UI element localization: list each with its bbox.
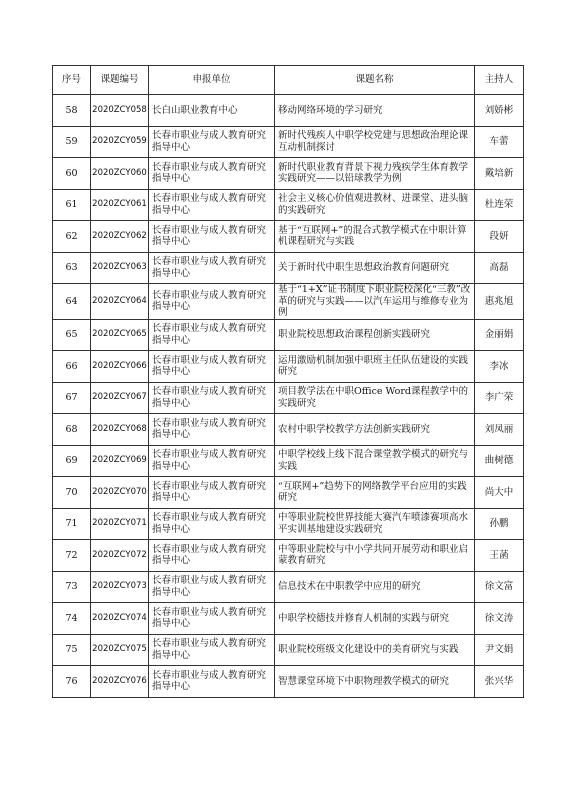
row-number: 69 [53,445,91,477]
applicant-unit: 长春市职业与成人教育研究指导中心 [149,319,275,351]
table-row [53,284,524,320]
applicant-unit: 长春市职业与成人教育研究指导中心 [149,126,275,158]
applicant-unit: 长春市职业与成人教育研究指导中心 [149,634,275,666]
row-number: 62 [53,221,91,253]
table-row [53,95,524,127]
project-code: 2020ZCY067 [91,382,149,414]
project-title: 移动网络环境的学习研究 [275,95,475,127]
applicant-unit: 长春市职业与成人教育研究指导中心 [149,351,275,383]
applicant-unit: 长春市职业与成人教育研究指导中心 [149,189,275,221]
header-unit: 申报单位 [149,66,275,95]
project-host: 惠兆旭 [475,284,524,320]
applicant-unit: 长白山职业教育中心 [149,95,275,127]
applicant-unit: 长春市职业与成人教育研究指导中心 [149,540,275,572]
applicant-unit: 长春市职业与成人教育研究指导中心 [149,252,275,284]
project-host: 金丽娟 [475,319,524,351]
project-host: 尹文娟 [475,634,524,666]
table-row [53,414,524,446]
applicant-unit: 长春市职业与成人教育研究指导中心 [149,414,275,446]
project-code: 2020ZCY062 [91,221,149,253]
project-title: 新时代职业教育背景下视力残疾学生体育教学实践研究——以铅球教学为例 [275,158,475,190]
project-code: 2020ZCY061 [91,189,149,221]
project-title: 职业院校班级文化建设中的美育研究与实践 [275,634,475,666]
applicant-unit: 长春市职业与成人教育研究指导中心 [149,508,275,540]
applicant-unit: 长春市职业与成人教育研究指导中心 [149,158,275,190]
row-number: 71 [53,508,91,540]
project-title: 职业院校思想政治课程创新实践研究 [275,319,475,351]
project-title: 中等职业院校世界技能大赛汽车喷漆赛项高水平实训基地建设实践研究 [275,508,475,540]
project-title: 中等职业院校与中小学共同开展劳动和职业启蒙教育研究 [275,540,475,572]
project-host: 王菡 [475,540,524,572]
header-host: 主持人 [475,66,524,95]
header-no: 序号 [53,66,91,95]
row-number: 70 [53,477,91,509]
project-host: 戴培新 [475,158,524,190]
row-number: 66 [53,351,91,383]
project-code: 2020ZCY076 [91,666,149,698]
project-title: 运用激励机制加强中职班主任队伍建设的实践研究 [275,351,475,383]
project-title: 中职学校线上线下混合课堂教学模式的研究与实践 [275,445,475,477]
project-code: 2020ZCY074 [91,603,149,635]
row-number: 73 [53,571,91,603]
row-number: 61 [53,189,91,221]
table-row [53,126,524,158]
table-row [53,445,524,477]
project-title: 基于“1+X”证书制度下职业院校深化“三教”改革的研究与实践——以汽车运用与维修专业为例 [275,284,475,320]
project-host: 孙鹏 [475,508,524,540]
project-code: 2020ZCY063 [91,252,149,284]
project-code: 2020ZCY066 [91,351,149,383]
project-code: 2020ZCY069 [91,445,149,477]
table-row [53,252,524,284]
project-host: 杜连荣 [475,189,524,221]
row-number: 60 [53,158,91,190]
table-row [53,189,524,221]
header-code: 课题编号 [91,66,149,95]
project-title: 新时代残疾人中职学校党建与思想政治理论课互动机制探讨 [275,126,475,158]
table-row [53,158,524,190]
applicant-unit: 长春市职业与成人教育研究指导中心 [149,477,275,509]
header-title: 课题名称 [275,66,475,95]
project-host: 刘凤丽 [475,414,524,446]
project-host: 徐文涛 [475,603,524,635]
table-row [53,319,524,351]
row-number: 75 [53,634,91,666]
project-code: 2020ZCY071 [91,508,149,540]
table-header-row [53,66,524,95]
table-row [53,634,524,666]
table-row [53,351,524,383]
project-host: 刘娇彬 [475,95,524,127]
project-table [52,65,524,698]
row-number: 68 [53,414,91,446]
project-code: 2020ZCY060 [91,158,149,190]
table-row [53,221,524,253]
project-code: 2020ZCY072 [91,540,149,572]
project-host: 段妍 [475,221,524,253]
project-host: 李广荣 [475,382,524,414]
row-number: 59 [53,126,91,158]
project-code: 2020ZCY073 [91,571,149,603]
row-number: 63 [53,252,91,284]
project-code: 2020ZCY059 [91,126,149,158]
project-title: 中职学校德技并修育人机制的实践与研究 [275,603,475,635]
row-number: 67 [53,382,91,414]
row-number: 74 [53,603,91,635]
project-title: 信息技术在中职教学中应用的研究 [275,571,475,603]
table-row [53,382,524,414]
project-host: 张兴华 [475,666,524,698]
row-number: 65 [53,319,91,351]
row-number: 76 [53,666,91,698]
table-row [53,666,524,698]
project-title: 社会主义核心价值观进教材、进课堂、进头脑的实践研究 [275,189,475,221]
project-title: 关于新时代中职生思想政治教育问题研究 [275,252,475,284]
project-code: 2020ZCY068 [91,414,149,446]
project-title: 农村中职学校教学方法创新实践研究 [275,414,475,446]
project-host: 尚大中 [475,477,524,509]
applicant-unit: 长春市职业与成人教育研究指导中心 [149,666,275,698]
project-code: 2020ZCY064 [91,284,149,320]
project-host: 徐文富 [475,571,524,603]
applicant-unit: 长春市职业与成人教育研究指导中心 [149,382,275,414]
project-host: 李冰 [475,351,524,383]
applicant-unit: 长春市职业与成人教育研究指导中心 [149,221,275,253]
table-row [53,477,524,509]
project-code: 2020ZCY070 [91,477,149,509]
project-table-sheet [52,65,523,698]
project-host: 曲树德 [475,445,524,477]
applicant-unit: 长春市职业与成人教育研究指导中心 [149,284,275,320]
project-title: “互联网+”趋势下的网络教学平台应用的实践研究 [275,477,475,509]
project-host: 高磊 [475,252,524,284]
row-number: 72 [53,540,91,572]
project-title: 智慧课堂环境下中职物理教学模式的研究 [275,666,475,698]
table-body [53,95,524,698]
project-code: 2020ZCY075 [91,634,149,666]
row-number: 58 [53,95,91,127]
applicant-unit: 长春市职业与成人教育研究指导中心 [149,571,275,603]
applicant-unit: 长春市职业与成人教育研究指导中心 [149,445,275,477]
project-title: 项目教学法在中职Office Word课程教学中的实践研究 [275,382,475,414]
table-row [53,508,524,540]
project-code: 2020ZCY065 [91,319,149,351]
project-host: 车蕾 [475,126,524,158]
project-code: 2020ZCY058 [91,95,149,127]
table-row [53,571,524,603]
table-row [53,603,524,635]
table-row [53,540,524,572]
applicant-unit: 长春市职业与成人教育研究指导中心 [149,603,275,635]
row-number: 64 [53,284,91,320]
project-title: 基于“互联网+”的混合式教学模式在中职计算机课程研究与实践 [275,221,475,253]
